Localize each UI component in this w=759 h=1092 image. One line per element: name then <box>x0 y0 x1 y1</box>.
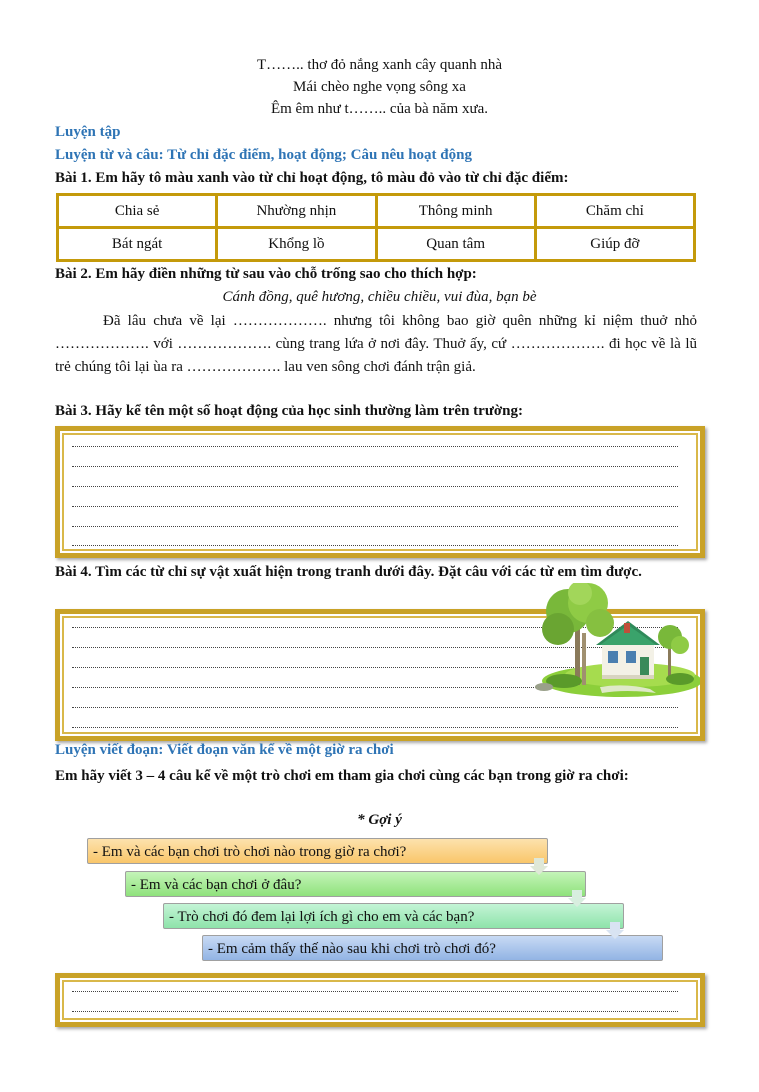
bai3-answer-box[interactable] <box>55 426 705 558</box>
hint-box-1 <box>87 838 548 864</box>
poem-line-2: Mái chèo nghe vọng sông xa <box>293 79 466 95</box>
dotted-line <box>72 1010 678 1012</box>
word-cell[interactable]: Chăm chỉ <box>535 195 694 228</box>
dotted-line <box>72 706 678 708</box>
dotted-line <box>72 505 678 507</box>
section-words-heading: Luyện từ và câu: Từ chỉ đặc điểm, hoạt động; Câu nêu hoạt động <box>55 147 472 163</box>
dotted-line <box>72 485 678 487</box>
word-table <box>56 193 696 262</box>
word-cell[interactable]: Bát ngát <box>58 228 217 261</box>
house-illustration <box>530 583 700 701</box>
hint-text-2: - Em và các bạn chơi ở đâu? <box>131 877 302 893</box>
down-arrow-icon <box>534 858 544 866</box>
writing-prompt: Em hãy viết 3 – 4 câu kể về một trò chơi em tham gia chơi cùng các bạn trong giờ ra chơi: <box>55 768 629 784</box>
bai2-word-bank: Cánh đồng, quê hương, chiều chiều, vui đùa, bạn bè <box>222 289 537 305</box>
word-cell[interactable]: Thông minh <box>376 195 535 228</box>
down-arrow-icon <box>572 890 582 898</box>
dotted-line <box>72 990 678 992</box>
word-cell[interactable]: Giúp đỡ <box>535 228 694 261</box>
poem-line-3: Êm êm như t…….. của bà năm xưa. <box>270 101 489 117</box>
bai2-paragraph: Đã lâu chưa về lại ………………. nhưng tôi không bao giờ quên những kỉ niệm thuở nhỏ ………………. với ………………. cùng trang lứa ở nơi đây. Thuở ấy, cứ ………………. đi học về là lũ trẻ chúng tôi lại ùa ra ………………. lau ven sông chơi đánh trận giả. <box>55 313 697 375</box>
dotted-line <box>72 726 678 728</box>
down-arrow-icon <box>610 922 620 930</box>
down-arrow-icon <box>606 930 624 939</box>
hint-text-1: - Em và các bạn chơi trò chơi nào trong giờ ra chơi? <box>93 844 407 860</box>
poem-line-1: T…….. thơ đỏ nắng xanh cây quanh nhà <box>257 57 502 73</box>
hint-box-2 <box>125 871 586 897</box>
bai2-title: Bài 2. Em hãy điền những từ sau vào chỗ trống sao cho thích hợp: <box>55 266 477 282</box>
dotted-line <box>72 525 678 527</box>
word-row <box>58 195 695 228</box>
word-cell[interactable]: Chia sẻ <box>58 195 217 228</box>
hint-text-3: - Trò chơi đó đem lại lợi ích gì cho em và các bạn? <box>169 909 475 925</box>
hint-box-3 <box>163 903 624 929</box>
dotted-line <box>72 544 678 546</box>
bai3-title: Bài 3. Hãy kể tên một số hoạt động của học sinh thường làm trên trường: <box>55 403 523 419</box>
word-cell[interactable]: Quan tâm <box>376 228 535 261</box>
word-cell[interactable]: Khổng lồ <box>217 228 376 261</box>
dotted-line <box>72 465 678 467</box>
word-cell[interactable]: Nhường nhịn <box>217 195 376 228</box>
hint-title: * Gợi ý <box>357 812 402 828</box>
writing-answer-box[interactable] <box>55 973 705 1027</box>
down-arrow-icon <box>530 866 548 875</box>
bai1-title: Bài 1. Em hãy tô màu xanh vào từ chỉ hoạt động, tô màu đỏ vào từ chỉ đặc điểm: <box>55 170 569 186</box>
section-practice-heading: Luyện tập <box>55 124 121 140</box>
hint-text-4: - Em cảm thấy thế nào sau khi chơi trò chơi đó? <box>208 941 496 957</box>
hint-box-4 <box>202 935 663 961</box>
word-row <box>58 228 695 261</box>
dotted-line <box>72 445 678 447</box>
section-writing-heading: Luyện viết đoạn: Viết đoạn văn kể về một giờ ra chơi <box>55 742 394 758</box>
down-arrow-icon <box>568 898 586 907</box>
bai4-title: Bài 4. Tìm các từ chỉ sự vật xuất hiện trong tranh dưới đây. Đặt câu với các từ em tìm được. <box>55 564 642 580</box>
